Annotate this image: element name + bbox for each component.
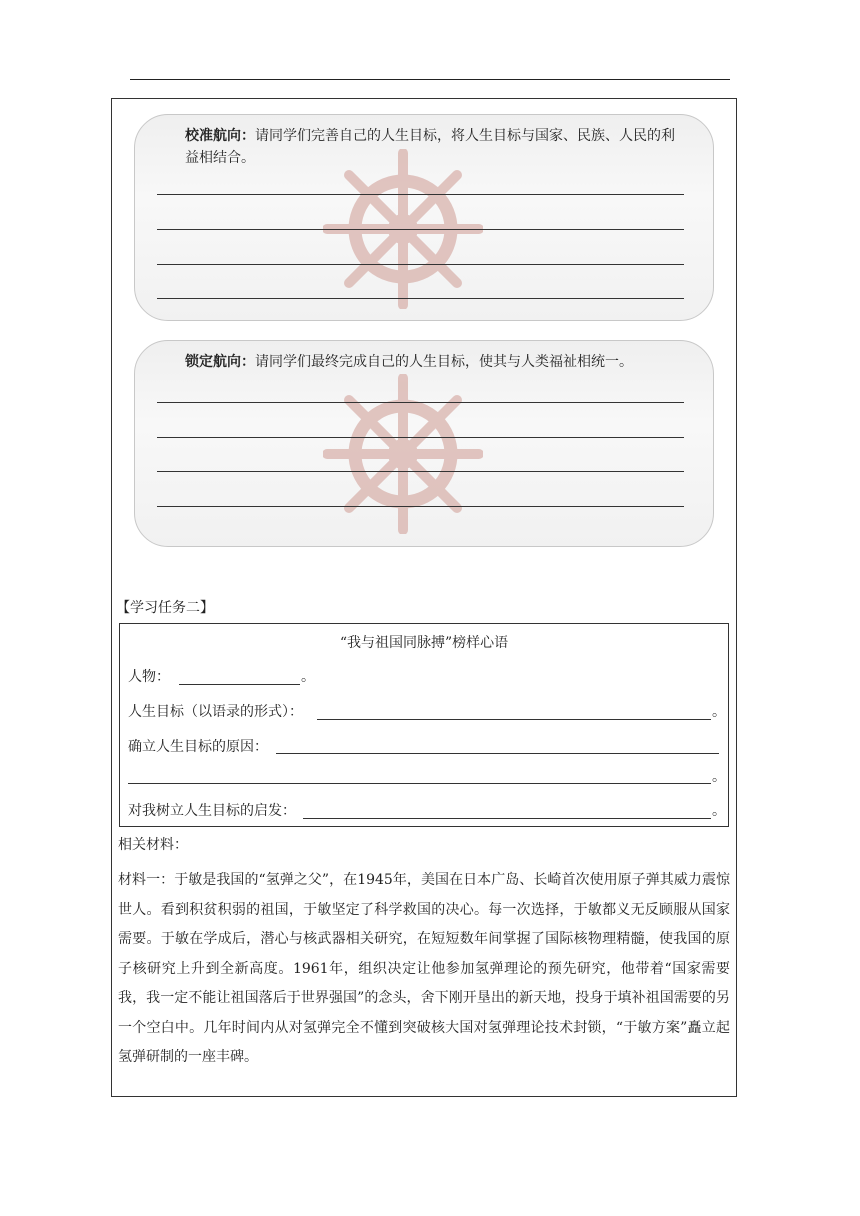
answer-line[interactable]	[157, 471, 684, 472]
panel-calibrate-text: 请同学们完善自己的人生目标，将人生目标与国家、民族、人民的利益相结合。	[185, 128, 675, 166]
reason-blank-1[interactable]	[276, 753, 719, 754]
answer-line[interactable]	[157, 229, 684, 230]
panel-calibrate-course	[134, 114, 714, 321]
materials-label: 相关材料：	[118, 837, 188, 853]
inspiration-blank[interactable]	[303, 818, 711, 819]
role-model-box	[119, 623, 729, 827]
ship-wheel-icon	[323, 374, 483, 534]
panel-lock-title	[185, 351, 685, 373]
person-blank[interactable]	[179, 684, 300, 685]
panel-calibrate-heading: 校准航向：	[185, 128, 255, 144]
material-one-text: 材料一：于敏是我国的“氢弹之父”，在1945年，美国在日本广岛、长崎首次使用原子弹其威力震惊世人。看到积贫积弱的祖国，于敏坚定了科学救国的决心。每一次选择，于敏都义无反顾服从国家需要。于敏在学成后，潜心与核武器相关研究，在短短数年间掌握了国际核物理精髓，使我国的原子核研究上升到全新高度。1961年，组织决定让他参加氢弹理论的预先研究，他带着“国家需要我，我一定不能让祖国落后于世界强国”的念头，舍下刚开垦出的新天地，投身于填补祖国需要的另一个空白中。几年时间内从对氢弹完全不懂到突破核大国对氢弹理论技术封锁，“于敏方案”矗立起氢弹研制的一座丰碑。	[118, 872, 730, 1065]
task2-heading: 【学习任务二】	[116, 600, 214, 616]
role-model-box-title: “我与祖国同脉搏”榜样心语	[339, 635, 509, 651]
answer-line[interactable]	[157, 298, 684, 299]
goal-end: 。	[712, 704, 726, 720]
inspiration-label: 对我树立人生目标的启发：	[128, 803, 296, 819]
answer-line[interactable]	[157, 506, 684, 507]
inspiration-end: 。	[712, 803, 726, 819]
person-label: 人物：	[128, 669, 170, 685]
panel-lock-heading: 锁定航向：	[185, 354, 255, 370]
answer-line[interactable]	[157, 402, 684, 403]
answer-line[interactable]	[157, 194, 684, 195]
reason-blank-2[interactable]	[128, 783, 711, 784]
reason-label: 确立人生目标的原因：	[128, 739, 268, 755]
answer-line[interactable]	[157, 437, 684, 438]
person-end: 。	[301, 669, 315, 685]
header-rule	[130, 79, 730, 80]
panel-lock-course	[134, 340, 714, 547]
goal-blank[interactable]	[317, 719, 711, 720]
panel-lock-text: 请同学们最终完成自己的人生目标，使其与人类福祉相统一。	[255, 354, 633, 370]
answer-line[interactable]	[157, 264, 684, 265]
goal-label: 人生目标（以语录的形式）：	[128, 704, 303, 720]
panel-calibrate-title	[185, 125, 685, 169]
reason-end: 。	[712, 769, 726, 785]
